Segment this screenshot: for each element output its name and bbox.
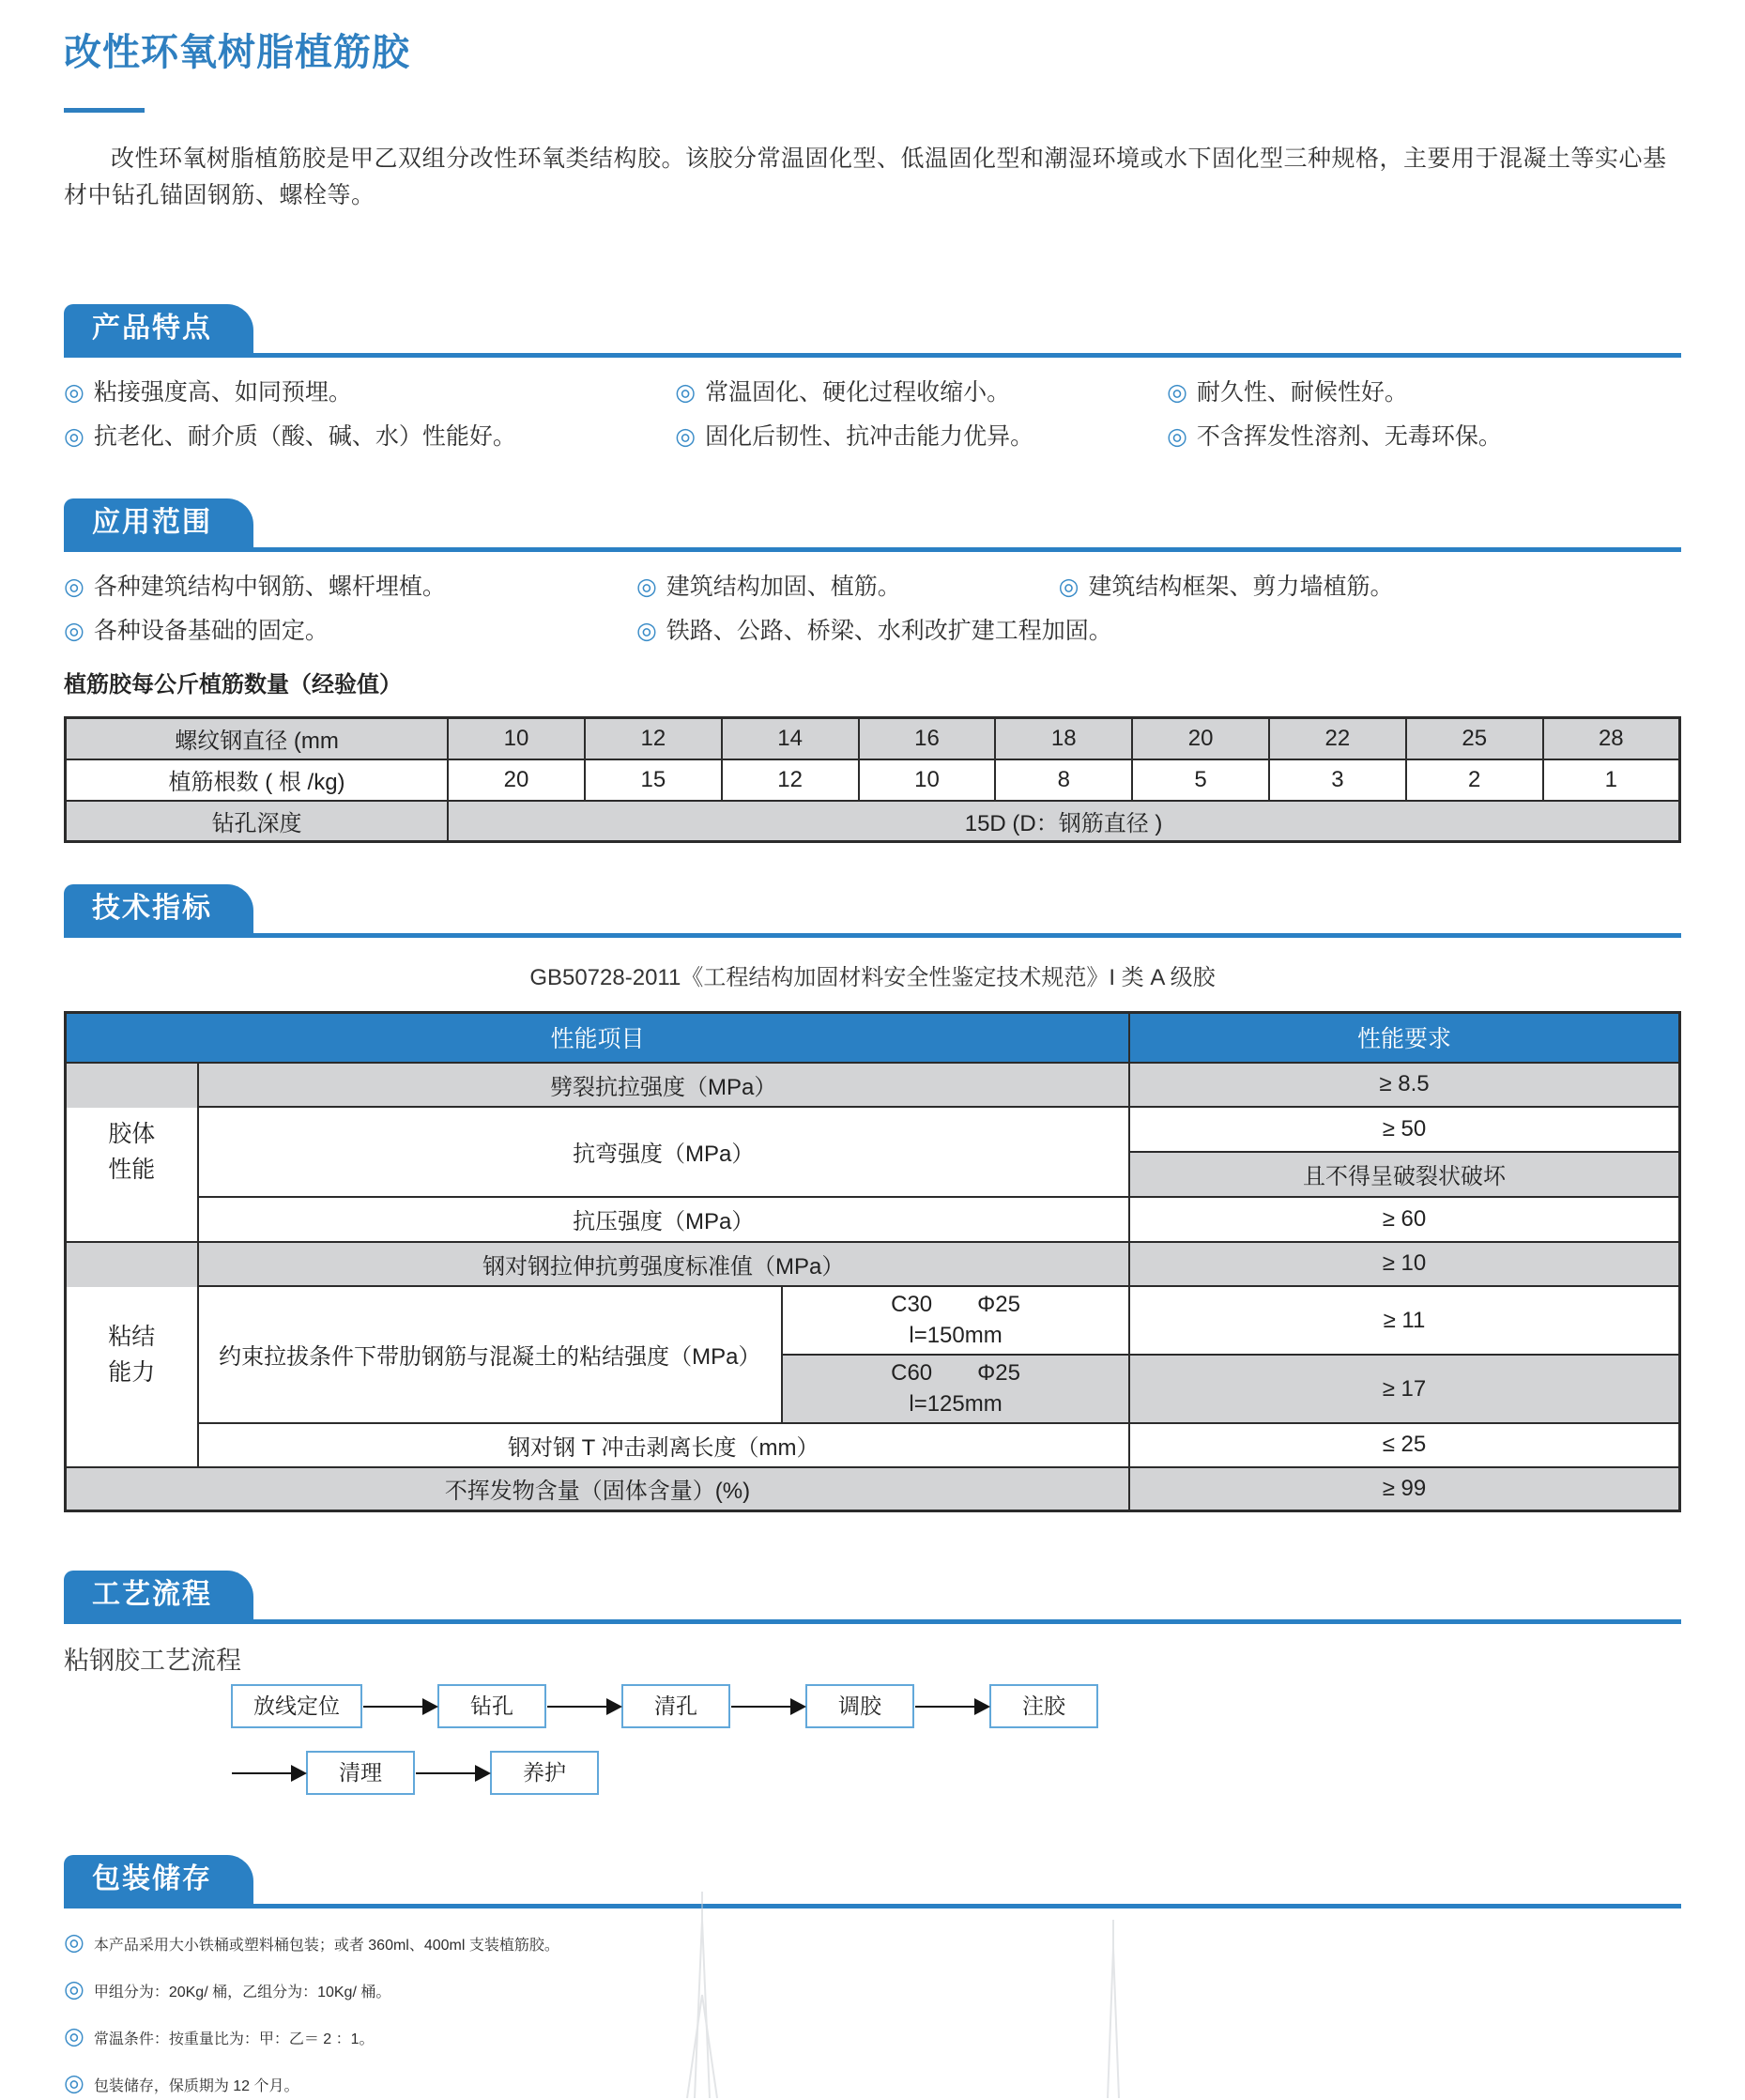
list-item [64,573,636,602]
packaging-text: 甲组分为：20Kg/ 桶，乙组分为：10Kg/ 桶。 [93,1985,391,2000]
rebar-count-table [64,716,1681,843]
flow-step: 钻孔 [437,1684,546,1728]
cell: 28 [1543,718,1680,759]
spec-label: 约束拉拔条件下带肋钢筋与混凝土的粘结强度（MPa） [198,1286,783,1423]
packaging-text: 包装储存，保质期为 12 个月。 [93,2078,299,2094]
watermark-sketch [582,1882,1164,2098]
section-tab-features: 产品特点 [64,304,253,353]
section-header-applications [64,498,1681,552]
process-flow-row-2 [231,1751,1681,1795]
condition-line: l=125mm [909,1391,1003,1417]
tech-spec-table [64,1011,1681,1512]
table-row [66,718,1680,759]
arrow-right-icon [232,1772,305,1774]
rebar-table-caption: 植筋胶每公斤植筋数量（经验值） [64,672,402,697]
bullet-icon: ◎ [64,2023,84,2049]
spec-label: 钢对钢 T 冲击剥离长度（mm） [198,1423,1129,1467]
list-item [1167,378,1681,407]
bullet-icon: ◎ [64,618,84,644]
cell: 10 [448,718,585,759]
flow-step: 清孔 [621,1684,730,1728]
process-subtitle: 粘钢胶工艺流程 [64,1647,241,1675]
column-header-item: 性能项目 [66,1013,1129,1063]
list-item [64,422,675,452]
features-list [64,378,1681,452]
cell: 1 [1543,759,1680,801]
application-text: 建筑结构加固、植筋。 [666,574,901,600]
cell: 2 [1406,759,1543,801]
bullet-icon: ◎ [675,423,696,450]
cell: 12 [722,759,859,801]
cell: 16 [859,718,996,759]
row-label: 植筋根数 ( 根 /kg) [66,759,449,801]
table-row [66,801,1680,842]
list-item [1167,422,1681,452]
condition-line: C30 Φ25 [891,1292,1020,1317]
application-text: 各种建筑结构中钢筋、螺杆埋植。 [93,574,446,600]
spec-value: ≥ 8.5 [1129,1063,1680,1107]
bullet-icon: ◎ [64,574,84,600]
section-header-features [64,304,1681,358]
flow-step: 调胶 [805,1684,914,1728]
table-row [66,1063,1680,1107]
spec-value: ≥ 50 [1129,1107,1680,1152]
feature-text: 固化后韧性、抗冲击能力优异。 [705,423,1034,450]
condition-line: l=150mm [909,1323,1003,1348]
group-label-bond: 粘结能力 [66,1242,198,1467]
intro-paragraph: 改性环氧树脂植筋胶是甲乙双组分改性环氧类结构胶。该胶分常温固化型、低温固化型和潮湿环境或水下固化型三种规格，主要用于混凝土等实心基材中钻孔锚固钢筋、螺栓等。 [64,146,1667,208]
cell: 18 [995,718,1132,759]
table-row [66,1242,1680,1286]
document-page [0,23,1745,2098]
cell: 8 [995,759,1132,801]
feature-text: 抗老化、耐介质（酸、碱、水）性能好。 [93,423,516,450]
page-title: 改性环氧树脂植筋胶 [64,32,410,73]
application-text: 各种设备基础的固定。 [93,618,329,644]
flow-step: 养护 [490,1751,599,1795]
spec-label: 劈裂抗拉强度（MPa） [198,1063,1129,1107]
spec-value: ≥ 99 [1129,1467,1680,1511]
cell: 25 [1406,718,1543,759]
section-tab-tech: 技术指标 [64,884,253,933]
table-row [66,1423,1680,1467]
list-item [64,378,675,407]
condition-line: C60 Φ25 [891,1360,1020,1386]
spec-condition [782,1286,1129,1355]
bullet-icon: ◎ [64,1929,84,1955]
bullet-icon: ◎ [1167,379,1187,406]
arrow-right-icon [731,1706,804,1708]
section-header-tech [64,884,1681,938]
column-header-requirement: 性能要求 [1129,1013,1680,1063]
cell: 12 [585,718,722,759]
applications-list [64,573,1681,646]
group-label-colloid: 胶体性能 [66,1063,198,1242]
feature-text: 不含挥发性溶剂、无毒环保。 [1196,423,1502,450]
bullet-icon: ◎ [64,379,84,406]
table-row [66,1467,1680,1511]
arrow-right-icon [363,1706,436,1708]
table-row [66,1197,1680,1242]
application-text: 铁路、公路、桥梁、水利改扩建工程加固。 [666,618,1112,644]
bullet-icon: ◎ [1058,574,1079,600]
list-item [675,378,1167,407]
spec-condition [782,1355,1129,1423]
row-label: 螺纹钢直径 (mm [66,718,449,759]
spec-value: ≥ 11 [1129,1286,1680,1355]
spec-label: 抗压强度（MPa） [198,1197,1129,1242]
standard-reference: GB50728-2011《工程结构加固材料安全性鉴定技术规范》I 类 A 级胶 [529,965,1216,990]
list-item [1059,573,1681,602]
cell: 10 [859,759,996,801]
feature-text: 粘接强度高、如同预埋。 [93,379,352,406]
arrow-right-icon [416,1772,489,1774]
bullet-icon: ◎ [1167,423,1187,450]
feature-text: 常温固化、硬化过程收缩小。 [705,379,1011,406]
section-header-process [64,1571,1681,1624]
flow-step: 清理 [306,1751,415,1795]
cell: 15 [585,759,722,801]
cell: 14 [722,718,859,759]
spec-value: ≥ 10 [1129,1242,1680,1286]
cell: 15D (D：钢筋直径 ) [448,801,1679,842]
section-tab-process: 工艺流程 [64,1571,253,1619]
spec-value: 且不得呈破裂状破坏 [1129,1152,1680,1197]
row-label: 钻孔深度 [66,801,449,842]
cell: 20 [1132,718,1269,759]
bullet-icon: ◎ [64,2070,84,2096]
table-row [66,759,1680,801]
bullet-icon: ◎ [675,379,696,406]
spec-value: ≥ 60 [1129,1197,1680,1242]
bullet-icon: ◎ [64,1976,84,2002]
spec-label: 钢对钢拉伸抗剪强度标准值（MPa） [198,1242,1129,1286]
list-item [636,573,1059,602]
process-flow-row-1 [231,1684,1681,1728]
packaging-text: 常温条件：按重量比为：甲：乙＝ 2 ：1。 [93,2031,375,2047]
spec-label: 抗弯强度（MPa） [198,1107,1129,1197]
table-row [66,1107,1680,1152]
cell: 3 [1269,759,1406,801]
cell: 22 [1269,718,1406,759]
list-item [64,617,636,646]
section-tab-applications: 应用范围 [64,498,253,547]
table-header-row [66,1013,1680,1063]
feature-text: 耐久性、耐候性好。 [1196,379,1408,406]
cell: 5 [1132,759,1269,801]
table-row [66,1286,1680,1355]
spec-value: ≤ 25 [1129,1423,1680,1467]
list-item [675,422,1167,452]
arrow-right-icon [547,1706,620,1708]
flow-step: 注胶 [989,1684,1098,1728]
application-text: 建筑结构框架、剪力墙植筋。 [1088,574,1394,600]
bullet-icon: ◎ [635,574,657,600]
title-underline [64,108,145,113]
cell: 20 [448,759,585,801]
list-item [635,617,1112,646]
packaging-text: 本产品采用大小铁桶或塑料桶包装；或者 360ml、400ml 支装植筋胶。 [93,1938,559,1954]
bullet-icon: ◎ [64,423,84,450]
section-tab-packaging: 包装储存 [64,1855,253,1904]
spec-value: ≥ 17 [1129,1355,1680,1423]
arrow-right-icon [915,1706,988,1708]
bullet-icon: ◎ [635,618,657,644]
flow-step: 放线定位 [231,1684,362,1728]
spec-label: 不挥发物含量（固体含量）(%) [66,1467,1129,1511]
